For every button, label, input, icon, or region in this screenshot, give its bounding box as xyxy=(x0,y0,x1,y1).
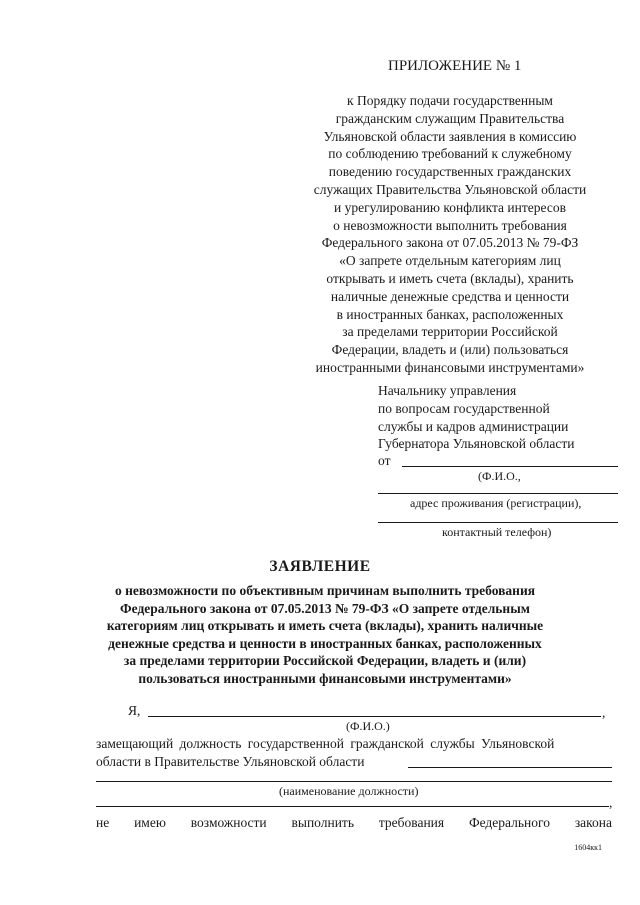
appendix-basis xyxy=(290,92,610,377)
employee-fio-field[interactable] xyxy=(148,716,601,717)
word: закона xyxy=(574,815,612,830)
subtitle-line: о невозможности по объективным причинам выполнить требования xyxy=(114,583,536,598)
basis-line: «О запрете отдельным категориям лиц xyxy=(339,253,561,269)
basis-line: о невозможности выполнить требования xyxy=(333,217,567,233)
position-text-line-2: области в Правительстве Ульяновской области xyxy=(96,754,365,769)
i-label: Я, xyxy=(128,703,141,718)
position-field-line-1[interactable] xyxy=(408,767,612,768)
basis-line: и урегулированию конфликта интересов xyxy=(334,199,566,215)
position-field-line-3[interactable] xyxy=(96,806,609,807)
basis-line: к Порядку подачи государственным xyxy=(347,93,553,108)
subtitle-line: пользоваться иностранными финансовыми инструментами» xyxy=(138,670,512,686)
phone-caption: контактный телефон) xyxy=(442,525,552,539)
basis-line: в иностранных банках, расположенных xyxy=(336,306,564,322)
subtitle-line: Федерального закона от 07.05.2013 № 79-ФЗ «О запрете отдельным xyxy=(120,600,530,616)
position-caption: (наименование должности) xyxy=(279,784,419,798)
subtitle-line: за пределами территории Российской Федерации, владеть и (или) xyxy=(123,653,527,669)
appendix-title: ПРИЛОЖЕНИЕ № 1 xyxy=(388,58,522,74)
word: Федерального xyxy=(468,815,550,830)
word: не xyxy=(96,815,110,830)
word: имею xyxy=(134,815,166,830)
document-stamp: 1604кк1 xyxy=(574,843,602,852)
subtitle-line: денежные средства и ценности в иностранных банках, расположенных xyxy=(108,635,542,651)
basis-line: наличные денежные средства и ценности xyxy=(330,288,570,304)
position-comma: , xyxy=(609,795,613,810)
word: возможности xyxy=(190,815,267,830)
basis-line: гражданским служащим Правительства xyxy=(335,110,565,126)
addressee-line: службы и кадров администрации xyxy=(378,418,569,434)
applicant-fio-field[interactable] xyxy=(402,466,618,467)
basis-line: Ульяновской области заявления в комиссию xyxy=(323,128,577,144)
basis-line: Федерации, владеть и (или) пользоваться xyxy=(331,342,569,358)
applicant-phone-field[interactable] xyxy=(378,522,618,523)
addressee-block xyxy=(378,382,575,453)
position-text-line-1: замещающий должность государственной гражданской службы Ульяновской xyxy=(96,736,555,751)
basis-line: по соблюдению требований к служебному xyxy=(328,146,572,162)
basis-line: за пределами территории Российской xyxy=(342,324,558,340)
basis-line: служащих Правительства Ульяновской области xyxy=(313,181,587,197)
basis-line: иностранными финансовыми инструментами» xyxy=(315,359,585,375)
word: выполнить xyxy=(291,815,354,830)
fio-comma: , xyxy=(602,705,606,720)
from-label: от xyxy=(378,453,391,468)
word: требования xyxy=(378,815,445,830)
basis-line: открывать и иметь счета (вклады), хранить xyxy=(326,270,574,286)
basis-line: поведению государственных гражданских xyxy=(328,164,572,180)
statement-subtitle xyxy=(100,582,550,688)
subtitle-line: категориям лиц открывать и иметь счета (вклады), хранить наличные xyxy=(106,618,544,634)
employee-fio-caption: (Ф.И.О.) xyxy=(346,719,390,733)
fio-caption: (Ф.И.О., xyxy=(478,469,521,483)
position-field-line-2[interactable] xyxy=(96,781,612,782)
address-caption: адрес проживания (регистрации), xyxy=(410,496,582,510)
addressee-line: по вопросам государственной xyxy=(378,400,550,416)
addressee-line: Губернатора Ульяновской области xyxy=(378,436,575,452)
last-text-line xyxy=(96,815,612,831)
applicant-address-field[interactable] xyxy=(378,493,618,494)
statement-title: ЗАЯВЛЕНИЕ xyxy=(269,558,371,575)
basis-line: Федерального закона от 07.05.2013 № 79-ФЗ xyxy=(321,235,579,251)
addressee-line: Начальнику управления xyxy=(378,383,517,398)
